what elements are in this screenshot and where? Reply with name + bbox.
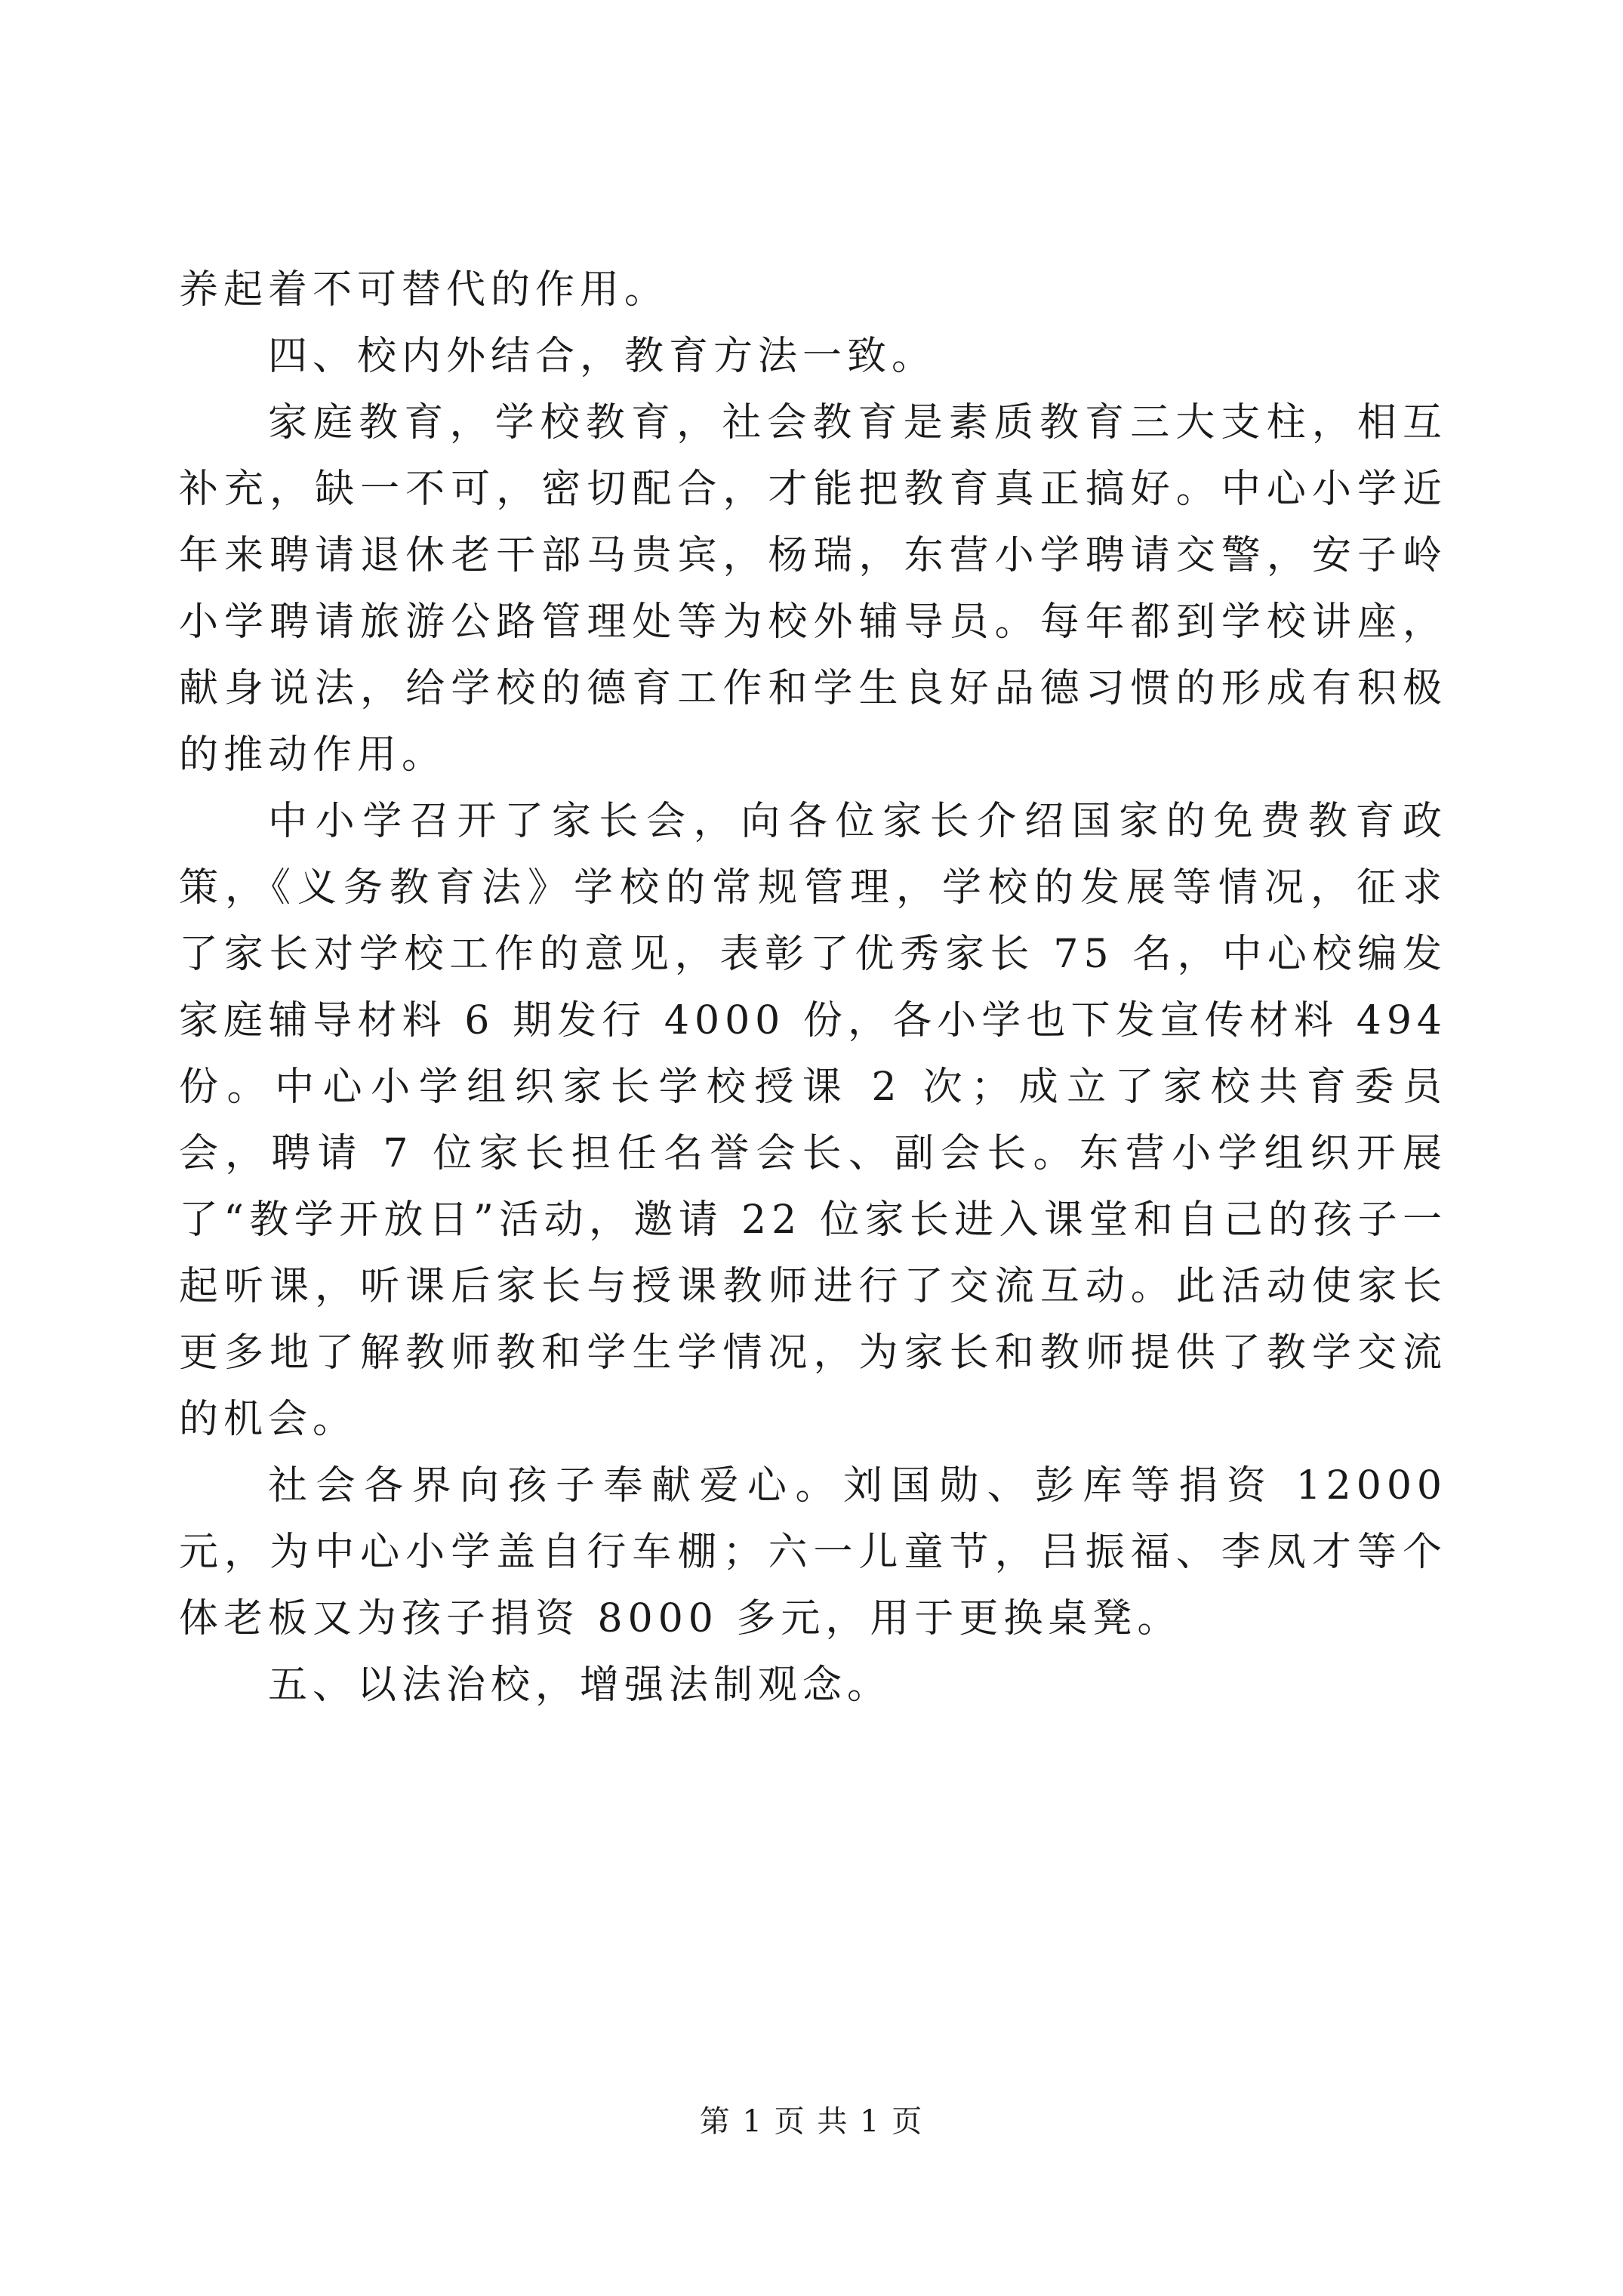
page-number-footer: 第 1 页 共 1 页 bbox=[699, 2104, 924, 2139]
paragraph-donations: 社会各界向孩子奉献爱心。刘国勋、彭库等捐资 12000 元，为中心小学盖自行车棚；六一儿童节，吕振福、李凤才等个体老板又为孩子捐资 8000 多元，用于更换桌凳。 bbox=[179, 1463, 1447, 1641]
section-heading-five: 五、以法治校，增强法制观念。 bbox=[268, 1663, 892, 1708]
section-heading-four: 四、校内外结合，教育方法一致。 bbox=[268, 334, 937, 379]
document-body bbox=[179, 257, 1447, 1718]
paragraph-intro-continuation: 养起着不可替代的作用。 bbox=[179, 267, 670, 313]
paragraph-three-pillars: 家庭教育，学校教育，社会教育是素质教育三大支柱，相互补充，缺一不可，密切配合，才能把教育真正搞好。中心小学近年来聘请退休老干部马贵宾，杨瑞，东营小学聘请交警，安子岭小学聘请旅游公路管理处等为校外辅导员。每年都到学校讲座，献身说法，给学校的德育工作和学生良好品德习惯的形成有积极的推动作用。 bbox=[179, 400, 1447, 778]
paragraph-parent-meetings: 中小学召开了家长会，向各位家长介绍国家的免费教育政策，《义务教育法》学校的常规管理，学校的发展等情况，征求了家长对学校工作的意见，表彰了优秀家长 75 名，中心校编发家庭辅导材料 6 期发行 4000 份，各小学也下发宣传材料 494 份。中心小学组织家长学校授课 2 次；成立了家校共育委员会，聘请 7 位家长担任名誉会长、副会长。东营小学组织开展了“教学开放日”活动，邀请 22 位家长进入课堂和自己的孩子一起听课，听课后家长与授课教师进行了交流互动。此活动使家长更多地了解教师教和学生学情况，为家长和教师提供了教学交流的机会。 bbox=[179, 799, 1447, 1442]
